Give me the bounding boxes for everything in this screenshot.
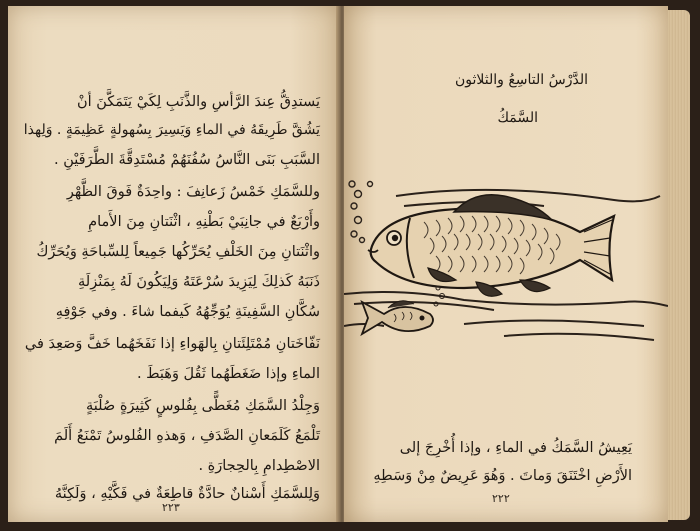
page-edges [668,10,690,520]
right-line-1: يَعِيشُ السَّمَكُ في الماءِ ، وإذا أُخْرِجَ إلى [399,440,632,456]
left-line-7: ذَنَبَهُ كَذلِكَ لِيَزِيدَ سُرْعَتَهُ وَلِيَكُونَ لَهُ بِمَنْزِلَةِ [78,274,320,290]
left-line-4: وللسَّمَكِ خَمْسُ زَعانِفَ : واحِدَةٌ فَوقَ الظَّهْرِ [66,184,320,200]
left-line-9: نَفّاخَتانِ مُمْتَلِئَتانِ بِالهَواءِ إذا نَفَخَهُما خَفَّ وَصَعِدَ في [24,336,320,352]
left-line-13: الاصْطِدامِ بِالحِجارَةِ . [198,458,320,474]
left-line-10: الماءِ وإذا ضَغَطَهُما ثَقُلَ وَهَبَطَ . [136,366,320,382]
right-line-2: الأَرْضِ اخْتَنَقَ وَماتَ . وَهُوَ عَرِيضٌ مِنْ وَسَطِهِ [373,468,632,484]
left-line-11: وَجِلْدُ السَّمَكِ مُغَطًّى بِفُلوسٍ كَثِيرَةٍ صُلْبَةٍ [85,398,320,414]
left-line-12: تَلْمَعُ كَلَمَعانِ الصَّدَفِ ، وَهذهِ الفُلوسُ تَمْنَعُ أَلَمَ [54,428,320,444]
left-line-3: السَّبَبِ بَنَى النَّاسُ سُفُنَهُمْ مُسْتَدِقَّةَ الطَّرَفَيْنِ . [54,152,320,168]
left-line-14: وَلِلسَّمَكِ أَسْنانٌ حادَّةٌ قاطِعَةٌ في فَكَّيْهِ ، وَلَكِنَّهُ [54,486,320,502]
lesson-title: الدَّرْسُ التاسِعُ والثلاثون [455,72,588,88]
left-line-2: يَشُقَّ طَرِيقَهُ في الماءِ وَيَسِيرَ بِسُهولةٍ عَظِيمَةٍ . وَلِهذا [23,122,320,138]
left-page [8,6,340,522]
left-line-8: سُكَّانِ السَّفِينَةِ يُوَجِّهُهُ كَيفما شاءَ . وفي جَوْفِهِ [55,304,320,320]
left-line-5: وأَرْبَعٌ في جانِبَيْ بَطْنِهِ ، اثْنَتانِ مِنَ الأَمامِ [88,214,320,230]
subject-title: السَّمَكُ [497,110,538,126]
left-line-1: يَستدِقُّ عِندَ الرَّأسِ والذَّنَبِ لِكَيْ يَتَمَكَّنَ أنْ [76,94,320,110]
left-line-6: واثْنَتانِ مِنَ الخَلْفِ يُحَرِّكُها جَمِيعاً لِلسِّباحَةِ وَيُحَرِّكُ [36,244,320,260]
right-page [344,6,668,522]
left-page-number: ٢٢٣ [162,501,180,514]
fish-illustration [344,176,668,366]
right-page-number: ٢٢٢ [492,492,510,505]
